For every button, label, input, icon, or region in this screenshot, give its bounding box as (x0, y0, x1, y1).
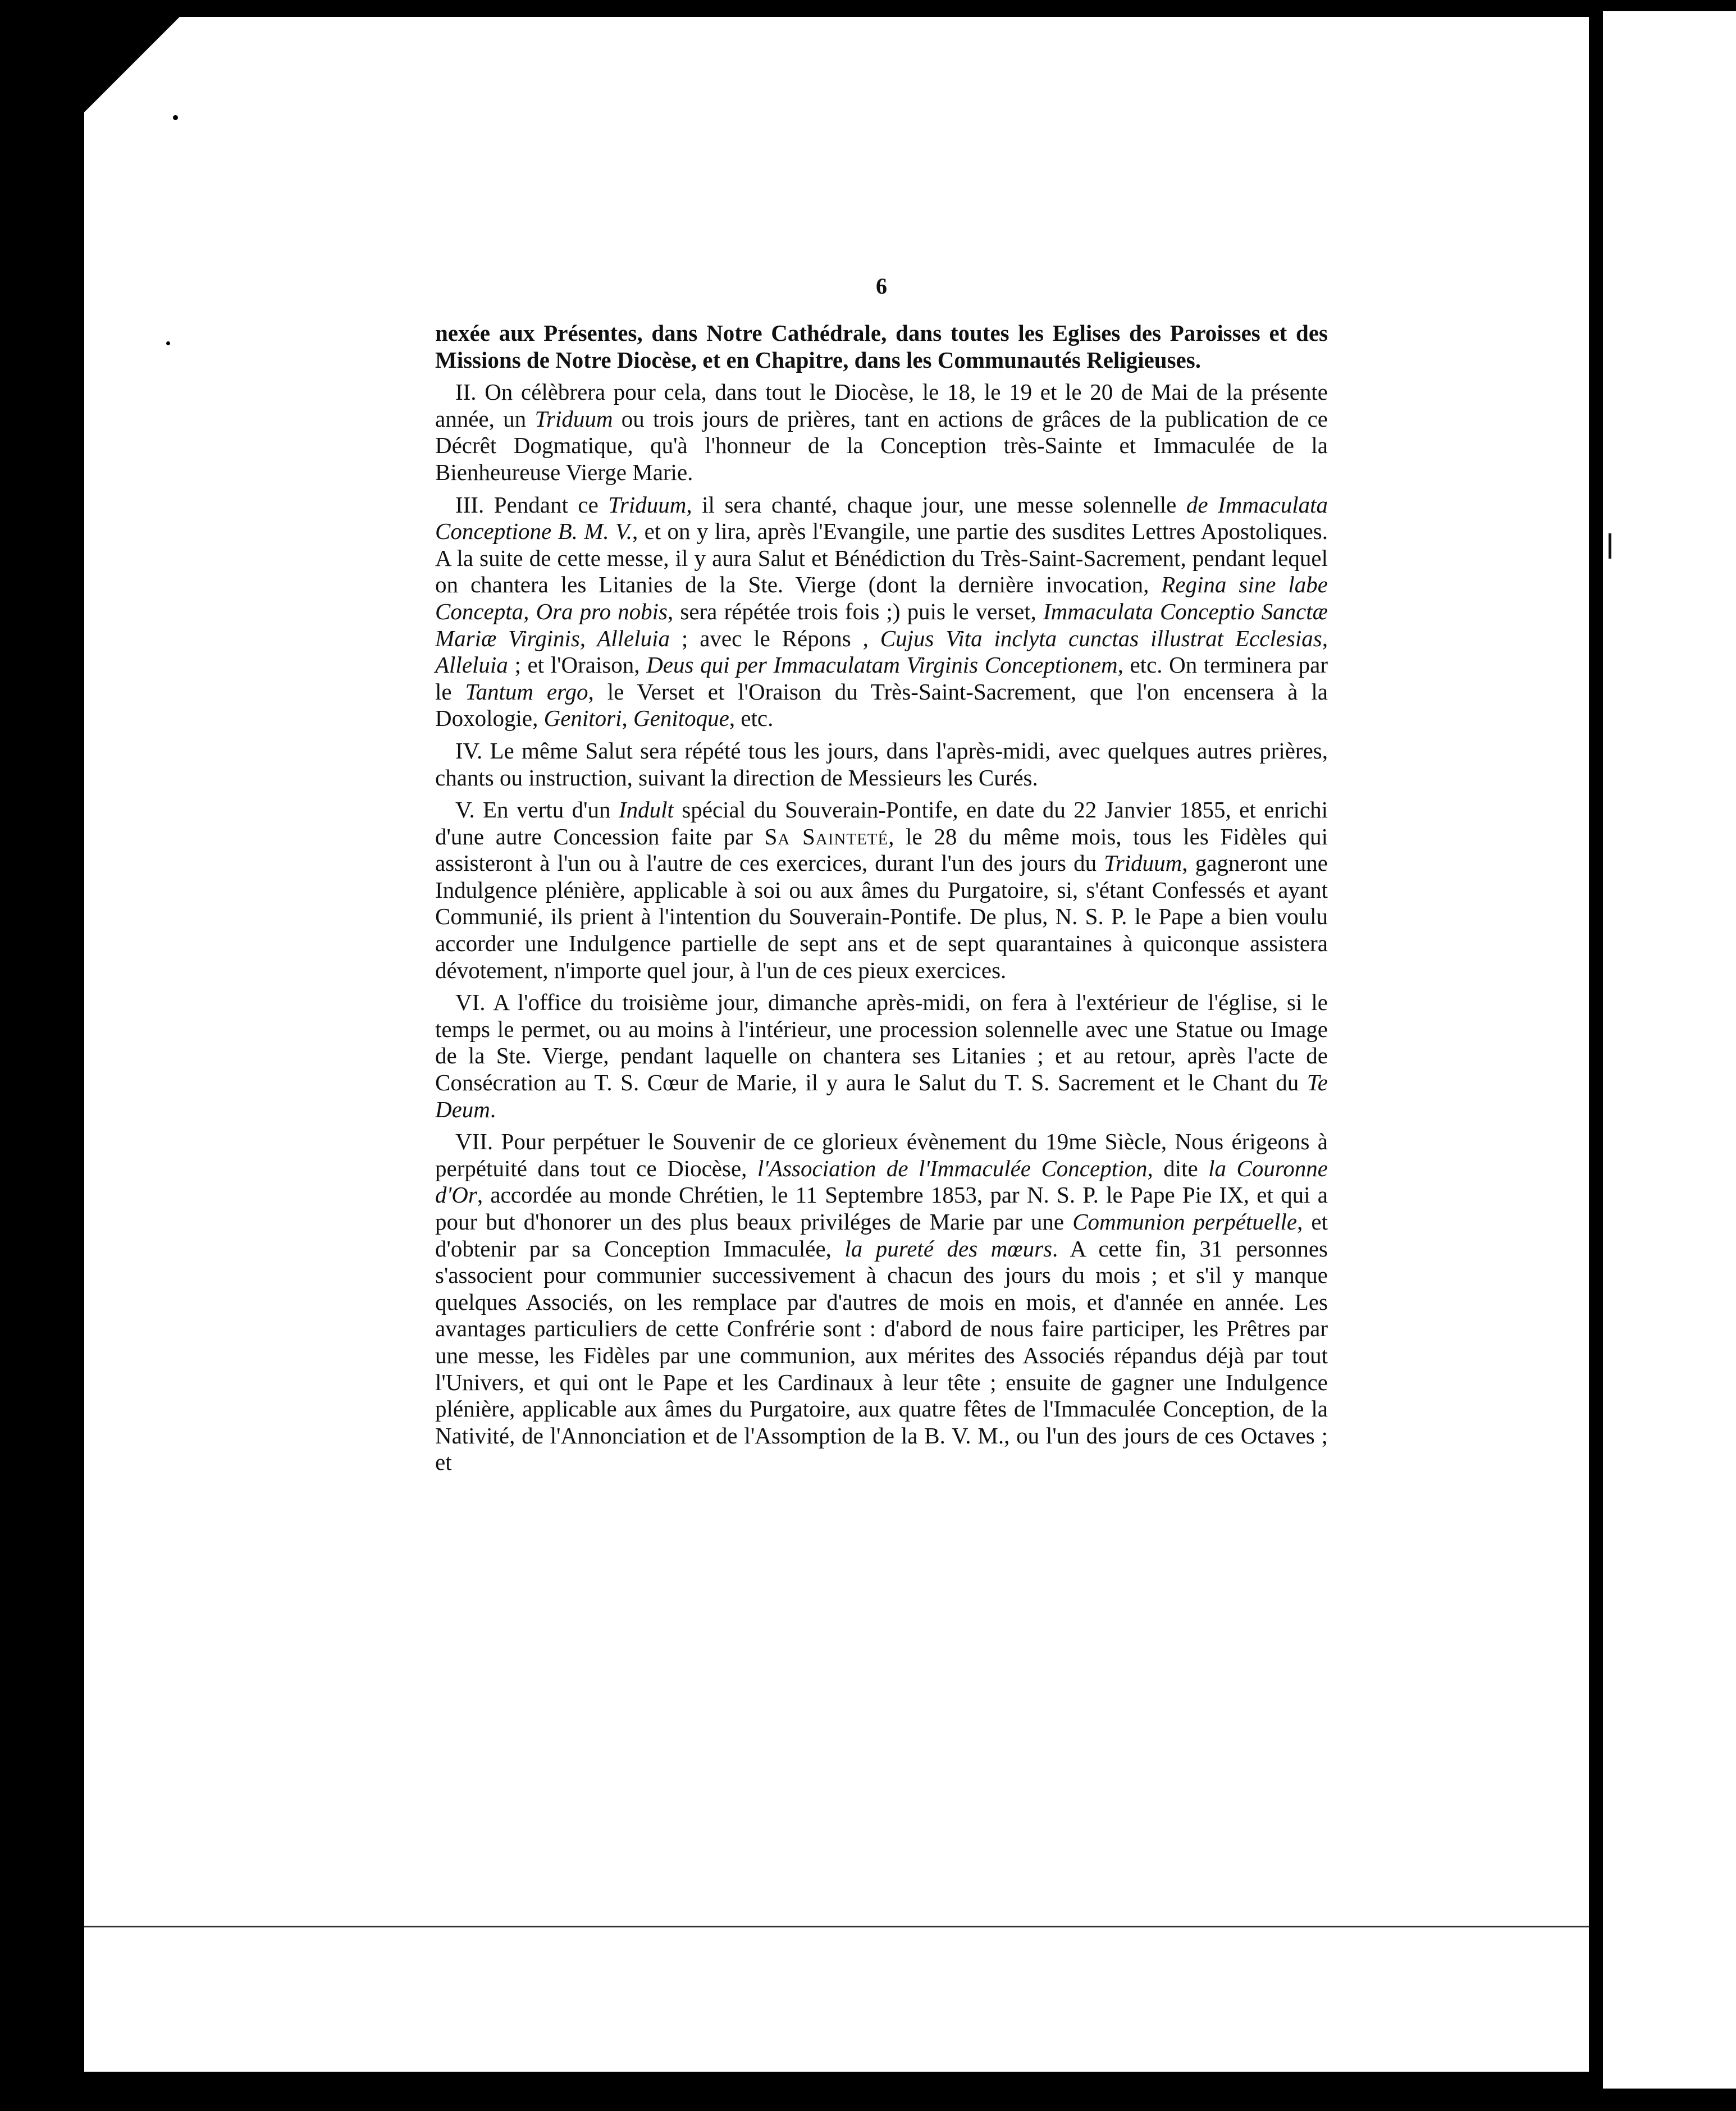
text-run: ; avec le Répons , (670, 625, 880, 651)
paragraph (435, 797, 1328, 984)
paragraphs (435, 320, 1328, 1476)
italic-text: la Couronne d'Or (435, 1155, 1328, 1208)
italic-text: Communion perpétuelle (1072, 1209, 1298, 1235)
paragraph (435, 1128, 1328, 1476)
text-run: III. Pendant ce (455, 491, 609, 518)
italic-text: Indult (618, 797, 674, 823)
paragraph (435, 989, 1328, 1123)
text-run: , etc. (729, 705, 774, 732)
italic-text: Triduum (534, 405, 613, 432)
paragraph (435, 379, 1328, 486)
paragraph (435, 320, 1328, 373)
scan-edge-line (84, 1926, 1589, 1927)
scan-speck (166, 341, 170, 345)
text-run: . A cette fin, 31 personnes s'associent pour communier successivement à chacun des jours du mois ; et s'il y manque quelques Associés, on les remplace par d'autres de mois en mois, et d'année en année. Les avantages particuliers de cette Confrérie sont : d'abord de nous faire participer, les Prêtres par une messe, les Fidèles par une communion, aux mérites des Associés répandus déjà par tout l'Univers, et qui ont le Pape et les Cardinaux à leur tête ; ensuite de gagner une Indulgence plénière, applicable aux âmes du Purgatoire, aux quatre fêtes de l'Immaculée Conception, de la Nativité, de l'Annonciation et de l'Assomption de la B. V. M., ou l'un des jours de ces Octaves ; et (435, 1235, 1328, 1475)
text-run: V. En vertu d'un (455, 797, 619, 823)
italic-text: Triduum (608, 491, 687, 518)
text-run: ; et l'Oraison, (508, 652, 647, 678)
torn-corner (84, 17, 180, 112)
text-run: Sa Sainteté (764, 823, 889, 849)
text-run: spécial du Souverain-Pontife, en date du 22 Janvier 1855, et enrichi d'une autre Concession faite par (435, 797, 1328, 849)
paragraph (435, 738, 1328, 791)
text-run: nexée aux Présentes, dans Notre Cathédrale, dans toutes les Eglises des Paroisses et des Missions de Notre Diocèse, et en Chapitre, dans les Communautés Religieuses. (435, 320, 1328, 373)
italic-text: de Immaculata Conceptione B. M. V. (435, 491, 1328, 545)
italic-text: Regina sine labe Concepta, Ora pro nobis (435, 572, 1328, 624)
text-run: , dite (1147, 1155, 1209, 1181)
italic-text: Genitori (543, 705, 622, 732)
text-run: , il sera chanté, chaque jour, une messe solennelle (686, 491, 1186, 518)
italic-text: Immaculata Conceptio Sanctæ Mariæ Virginis, Alleluia (435, 598, 1328, 651)
scan-mark (1609, 533, 1611, 559)
text-run: , et d'obtenir par sa Conception Immaculée, (435, 1209, 1328, 1262)
text-run: II. On célèbrera pour cela, dans tout le Diocèse, le 18, le 19 et le 20 de Mai de la présente année, un (435, 379, 1328, 432)
italic-text: Genitoque (633, 705, 729, 732)
page-number: 6 (876, 273, 887, 299)
italic-text: la pureté des mœurs (844, 1235, 1053, 1262)
italic-text: Triduum (1104, 850, 1182, 876)
text-run: , et on y lira, après l'Evangile, une partie des susdites Lettres Apostoliques. A la suite de cette messe, il y aura Salut et Bénédiction du Très-Saint-Sacrement, pendant lequel on chantera les Litanies de la Ste. Vierge (dont la dernière invocation, (435, 518, 1328, 598)
italic-text: Tantum ergo (465, 678, 588, 705)
text-run: VII. Pour perpétuer le Souvenir de ce glorieux évènement du 19me Siècle, Nous érigeons à perpétuité dans tout ce Diocèse, (435, 1128, 1328, 1181)
italic-text: Cujus Vita inclyta cunctas illustrat Ecclesias, Alleluia (435, 625, 1328, 678)
italic-text: Deus qui per Immaculatam Virginis Conceptionem (646, 652, 1118, 678)
text-run: VI. A l'office du troisième jour, dimanche après-midi, on fera à l'extérieur de l'église, si le temps le permet, ou au moins à l'intérieur, une procession solennelle avec une Statue ou Image de la Ste. Vierge, pendant laquelle on chantera ses Litanies ; et au retour, après l'acte de Consécration au T. S. Cœur de Marie, il y aura le Salut du T. S. Sacrement et le Chant du (435, 989, 1328, 1096)
text-run: , le Verset et l'Oraison du Très-Saint-Sacrement, que l'on encensera à la Doxologie, (435, 678, 1328, 732)
text-run: , sera répétée trois fois ;) puis le verset, (668, 598, 1044, 624)
page-text (435, 275, 1328, 1482)
text-run: , le 28 du même mois, tous les Fidèles qui assisteront à l'un ou à l'autre de ces exercices, durant l'un des jours du (435, 823, 1328, 876)
text-run: . (490, 1096, 496, 1122)
text-run: ou trois jours de prières, tant en actions de grâces de la publication de ce Décrêt Dogmatique, qu'à l'honneur de la Conception très-Sainte et Immaculée de la Bienheureuse Vierge Marie. (435, 405, 1328, 485)
text-run: , gagneront une Indulgence plénière, applicable à soi ou aux âmes du Purgatoire, si, s'étant Confessés et ayant Communié, ils prient à l'intention du Souverain-Pontife. De plus, N. S. P. le Pape a bien voulu accorder une Indulgence partielle de sept ans et de sept quarantaines à quiconque assistera dévotement, n'importe quel jour, à l'un de ces pieux exercices. (435, 850, 1328, 983)
text-run: IV. Le même Salut sera répété tous les jours, dans l'après-midi, avec quelques autres prières, chants ou instruction, suivant la direction de Messieurs les Curés. (435, 737, 1328, 791)
italic-text: Te Deum (435, 1070, 1328, 1122)
text-run: , (622, 705, 634, 732)
text-run: , etc. On terminera par le (435, 652, 1328, 705)
adjacent-page-edge (1603, 11, 1736, 2089)
text-run: , accordée au monde Chrétien, le 11 Septembre 1853, par N. S. P. le Pape Pie IX, et qui a pour but d'honorer un des plus beaux priviléges de Marie par une (435, 1182, 1328, 1235)
scan-speck (173, 115, 178, 120)
italic-text: l'Association de l'Immaculée Conception (757, 1155, 1148, 1181)
paragraph (435, 492, 1328, 732)
